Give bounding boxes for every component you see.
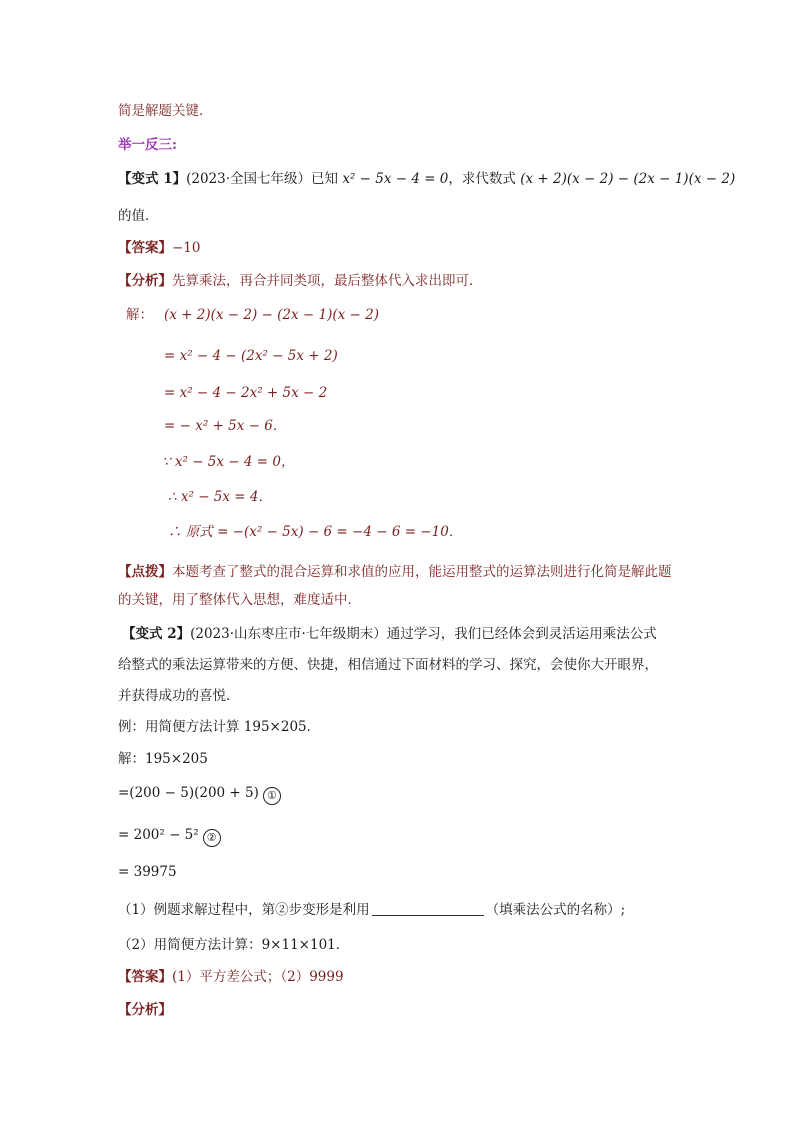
- example-expression: =(200 − 5)(200 + 5): [118, 785, 259, 801]
- answer-blank[interactable]: [372, 901, 484, 916]
- solution-step: = x² − 4 − 2x² + 5x − 2: [164, 385, 328, 401]
- variant-tag: 【变式 1】: [118, 171, 187, 187]
- variant2-text: 并获得成功的喜悦．: [118, 688, 240, 704]
- solution-step: = x² − 4 − (2x² − 5x + 2): [164, 348, 338, 364]
- step-marker: ②: [203, 829, 221, 847]
- variant-source: (2023·全国七年级）已知: [186, 171, 339, 187]
- question-expression: (x + 2)(x − 2) − (2x − 1)(x − 2): [520, 171, 736, 187]
- answer-line: [118, 238, 201, 258]
- question-tail: 的值．: [118, 208, 159, 224]
- variant2-line: [122, 624, 657, 644]
- solution-step: (x + 2)(x − 2) − (2x − 1)(x − 2): [164, 307, 380, 323]
- question-2: （2）用简便方法计算：9×11×101．: [118, 937, 350, 953]
- section-heading: 举一反三:: [118, 137, 177, 153]
- example-step: 解：195×205: [118, 751, 208, 767]
- solution-label: 解：: [126, 307, 153, 323]
- variant1-question: [118, 169, 735, 189]
- solution-step: ∴ x² − 5x = 4．: [168, 489, 272, 505]
- question-mid: ，求代数式: [448, 171, 516, 187]
- example-step: = 39975: [118, 864, 177, 880]
- analysis-text: 先算乘法，再合并同类项，最后整体代入求出即可．: [172, 273, 483, 289]
- example-expression: = 200² − 5²: [118, 827, 199, 843]
- analysis-tag: 【分析】: [118, 273, 172, 289]
- variant2-text: (2023·山东枣庄市·七年级期末）通过学习，我们已经体会到灵活运用乘法公式: [190, 626, 657, 642]
- variant-tag: 【变式 2】: [122, 626, 191, 642]
- example-step: [118, 825, 221, 847]
- solution-step: ∴ 原式 = −(x² − 5x) − 6 = −4 − 6 = −10．: [168, 524, 463, 540]
- solution-step: = − x² + 5x − 6．: [164, 418, 287, 434]
- answer-value: −10: [172, 240, 201, 256]
- question-1: [118, 900, 625, 920]
- example-title: 例：用简便方法计算 195×205．: [118, 719, 321, 735]
- hint-tag: 【点拨】: [118, 564, 172, 580]
- answer2-line: [118, 967, 344, 987]
- question-1-suffix: （填乘法公式的名称）;: [485, 902, 626, 918]
- hint-text: 本题考查了整式的混合运算和求值的应用，能运用整式的运算法则进行化简是解此题的关键，用了整体代入思想，难度适中．: [118, 564, 672, 608]
- step-marker: ①: [263, 787, 281, 805]
- text-line: 简是解题关键．: [118, 103, 213, 119]
- example-step: [118, 783, 281, 805]
- answer-tag: 【答案】: [118, 969, 172, 985]
- analysis-line: [118, 271, 483, 291]
- answer-tag: 【答案】: [118, 240, 172, 256]
- analysis-tag: 【分析】: [118, 1002, 172, 1018]
- answer-value: (1）平方差公式；（2）9999: [172, 969, 344, 985]
- question-1-text: （1）例题求解过程中，第②步变形是利用: [118, 902, 370, 918]
- solution-step: ∵ x² − 5x − 4 = 0，: [162, 454, 295, 470]
- condition-equation: x² − 5x − 4 = 0: [342, 171, 449, 187]
- variant2-text: 给整式的乘法运算带来的方便、快捷，相信通过下面材料的学习、探究，会使你大开眼界，: [118, 657, 658, 673]
- hint-paragraph: [118, 558, 678, 614]
